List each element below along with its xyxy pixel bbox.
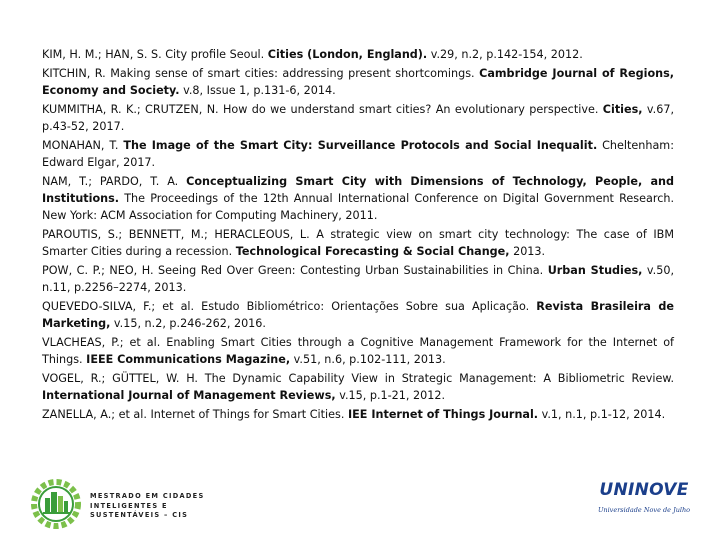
reference-entry — [42, 173, 674, 225]
reference-source: Conceptualizing Smart City with Dimensions of Technology, People, and Institutions. — [42, 174, 674, 205]
uninove-logo — [596, 480, 692, 524]
reference-details: v.51, n.6, p.102-111, 2013. — [290, 353, 446, 367]
program-name-line: MESTRADO EM CIDADES — [90, 492, 205, 500]
reference-source: Technological Forecasting & Social Change, — [235, 245, 510, 259]
reference-authors-title: ZANELLA, A.; et al. Internet of Things for Smart Cities. — [42, 408, 348, 421]
reference-details: The Proceedings of the 12th Annual International Conference on Digital Government Research. New York: ACM Association for Computing Machinery, 2011. — [42, 192, 674, 223]
reference-entry — [42, 137, 674, 171]
reference-entry — [42, 298, 674, 332]
uninove-tagline: Universidade Nove de Julho — [597, 506, 691, 514]
reference-source: Cities (London, England). — [267, 48, 428, 61]
uninove-wordmark: UNINOVE — [599, 480, 689, 500]
reference-authors-title: QUEVEDO-SILVA, F.; et al. Estudo Bibliométrico: Orientações Sobre sua Aplicação. — [42, 300, 537, 313]
cis-program-logo — [30, 474, 82, 534]
reference-authors-title: VOGEL, R.; GÜTTEL, W. H. The Dynamic Capability View in Strategic Management: A Bibliometric Review. — [42, 372, 674, 385]
program-name-line: INTELIGENTES E — [90, 501, 168, 510]
reference-entry — [42, 406, 674, 423]
reference-entry — [42, 101, 674, 135]
reference-entry — [42, 370, 674, 404]
reference-source: IEE Internet of Things Journal. — [348, 408, 539, 421]
reference-source: Cambridge Journal of Regions, Economy and Society. — [42, 66, 675, 97]
reference-entry — [42, 226, 674, 260]
program-name-line: SUSTENTÁVEIS – CIS — [90, 511, 189, 520]
reference-authors-title: KITCHIN, R. Making sense of smart cities: addressing present shortcomings. — [42, 66, 480, 80]
reference-entry — [42, 46, 674, 63]
reference-authors-title: NAM, T.; PARDO, T. A. — [42, 174, 187, 188]
reference-entry — [42, 262, 674, 296]
reference-details: v.50, n.11, p.2256–2274, 2013. — [42, 264, 675, 295]
reference-source: Revista Brasileira de Marketing, — [42, 300, 674, 331]
reference-details: v.15, n.2, p.246-262, 2016. — [110, 317, 266, 331]
reference-details: Cheltenham: Edward Elgar, 2017. — [42, 138, 674, 169]
reference-details: v.8, Issue 1, p.131-6, 2014. — [179, 84, 336, 97]
reference-details: v.1, n.1, p.1-12, 2014. — [538, 408, 666, 421]
reference-authors-title: KIM, H. M.; HAN, S. S. City profile Seoul. — [42, 48, 268, 61]
gear-city-icon — [30, 474, 82, 534]
program-name — [90, 492, 205, 521]
reference-authors-title: KUMMITHA, R. K.; CRUTZEN, N. How do we understand smart cities? An evolutionary perspective. — [42, 102, 603, 116]
reference-entry — [42, 334, 674, 368]
reference-authors-title: PAROUTIS, S.; BENNETT, M.; HERACLEOUS, L. A strategic view on smart city technology: The case of IBM Smarter Cities during a recession. — [42, 228, 674, 259]
reference-details: v.29, n.2, p.142-154, 2012. — [427, 48, 583, 61]
reference-authors-title: MONAHAN, T. — [42, 138, 124, 152]
reference-list — [42, 46, 674, 425]
reference-authors-title: POW, C. P.; NEO, H. Seeing Red Over Green: Contesting Urban Sustainabilities in China. — [42, 264, 548, 277]
reference-entry — [42, 65, 674, 99]
reference-source: Cities, — [602, 102, 643, 116]
reference-authors-title: VLACHEAS, P.; et al. Enabling Smart Cities through a Cognitive Management Framework for the Internet of Things. — [42, 336, 674, 367]
reference-source: IEEE Communications Magazine, — [86, 353, 291, 367]
reference-details: v.67, p.43-52, 2017. — [42, 102, 675, 133]
reference-details: 2013. — [509, 245, 546, 259]
reference-source: International Journal of Management Reviews, — [42, 389, 336, 403]
reference-details: v.15, p.1-21, 2012. — [335, 389, 446, 403]
reference-source: Urban Studies, — [547, 264, 643, 277]
reference-source: The Image of the Smart City: Surveillance Protocols and Social Inequalit. — [123, 138, 598, 152]
